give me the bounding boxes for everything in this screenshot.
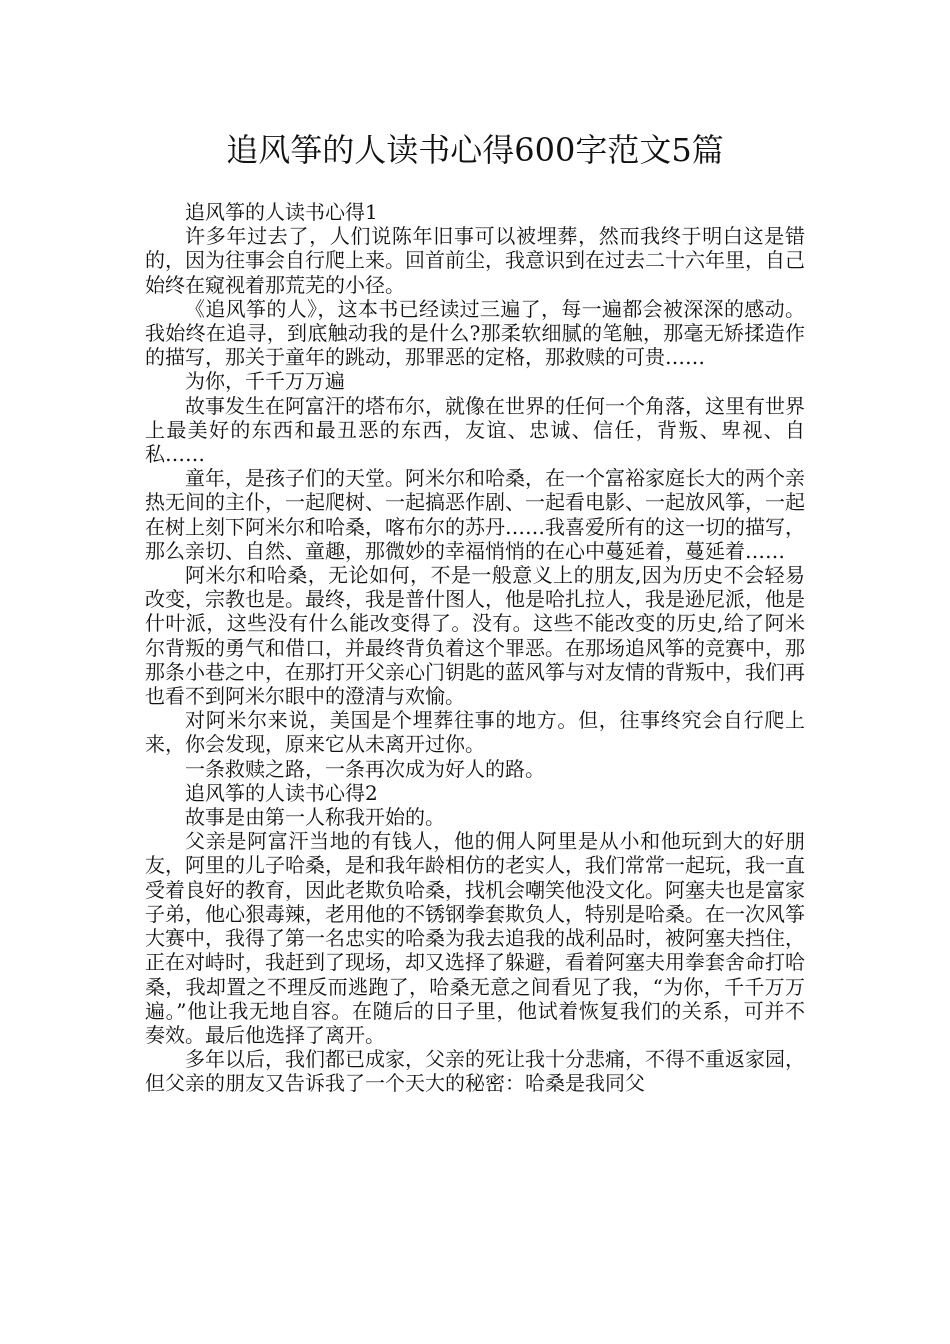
paragraph: 多年以后，我们都已成家，父亲的死让我十分悲痛，不得不重返家园，但父亲的朋友又告诉我了一个天大的秘密：哈桑是我同父	[145, 1047, 805, 1096]
paragraph: 许多年过去了，人们说陈年旧事可以被埋葬，然而我终于明白这是错的，因为往事会自行爬上来。回首前尘，我意识到在过去二十六年里，自己始终在窥视着那荒芜的小径。	[145, 224, 805, 297]
paragraph: 一条救赎之路，一条再次成为好人的路。	[185, 756, 545, 781]
paragraph: 为你，千千万万遍	[185, 369, 345, 394]
paragraph: 童年，是孩子们的天堂。阿米尔和哈桑，在一个富裕家庭长大的两个亲热无间的主仆，一起爬树、一起搞恶作剧、一起看电影、一起放风筝，一起在树上刻下阿米尔和哈桑，喀布尔的苏丹……我喜爱所有的这一切的描写，那么亲切、自然、童趣，那微妙的幸福悄悄的在心中蔓延着，蔓延着……	[145, 466, 805, 563]
section-heading-1: 追风筝的人读书心得1	[185, 200, 378, 224]
paragraph: 阿米尔和哈桑，无论如何，不是一般意义上的朋友,因为历史不会轻易改变，宗教也是。最终，我是普什图人，他是哈扎拉人，我是逊尼派，他是什叶派，这些没有什么能改变得了。没有。这些不能改变的历史,给了阿米尔背叛的勇气和借口，并最终背负着这个罪恶。在那场追风筝的竞赛中，那那条小巷之中，在那打开父亲心门钥匙的蓝风筝与对友情的背叛中，我们再也看不到阿米尔眼中的澄清与欢愉。	[145, 563, 805, 709]
paragraph: 对阿米尔来说，美国是个埋葬往事的地方。但，往事终究会自行爬上来，你会发现，原来它从未离开过你。	[145, 708, 805, 757]
paragraph: 故事是由第一人称我开始的。	[185, 805, 445, 830]
section-heading-2: 追风筝的人读书心得2	[185, 780, 378, 805]
paragraph: 故事发生在阿富汗的塔布尔，就像在世界的任何一个角落，这里有世界上最美好的东西和最丑恶的东西，友谊、忠诚、信任，背叛、卑视、自私……	[145, 393, 805, 467]
paragraph: 《追风筝的人》，这本书已经读过三遍了，每一遍都会被深深的感动。我始终在追寻，到底触动我的是什么?那柔软细腻的笔触，那毫无矫揉造作的描写，那关于童年的跳动，那罪恶的定格，那救赎的可贵……	[145, 296, 805, 370]
document-body	[145, 200, 805, 1096]
document-title: 追风筝的人读书心得600字范文5篇	[226, 131, 724, 169]
paragraph: 父亲是阿富汗当地的有钱人，他的佣人阿里是从小和他玩到大的好朋友，阿里的儿子哈桑，是和我年龄相仿的老实人，我们常常一起玩，我一直受着良好的教育，因此老欺负哈桑，找机会嘲笑他没文化。阿塞夫也是富家子弟，他心狠毒辣，老用他的不锈钢拳套欺负人，特别是哈桑。在一次风筝大赛中，我得了第一名忠实的哈桑为我去追我的战利品时，被阿塞夫挡住，正在对峙时，我赶到了现场，却又选择了躲避，看着阿塞夫用拳套舍命打哈桑，我却置之不理反而逃跑了，哈桑无意之间看见了我，“为你，千千万万遍。”他让我无地自容。在随后的日子里，他试着恢复我们的关系，可并不奏效。最后他选择了离开。	[145, 829, 805, 1047]
